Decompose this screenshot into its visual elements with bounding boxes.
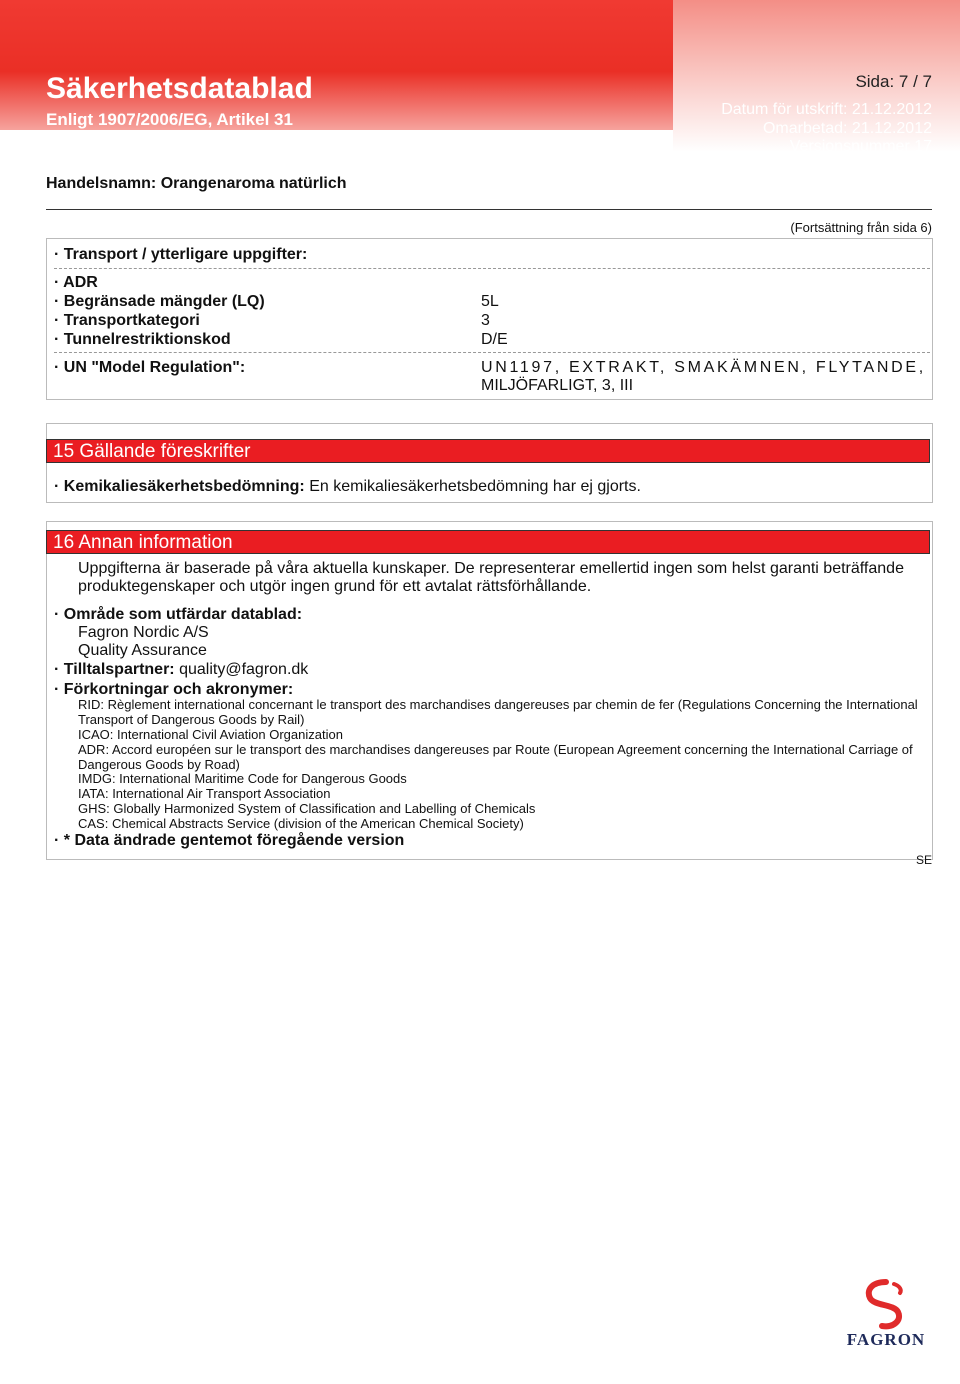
info-paragraph-line2: produktegenskaper och utgör ingen grund för ett avtalat rättsförhållande. xyxy=(78,578,592,595)
version-number: Versionsnummer 17 xyxy=(789,138,932,155)
abbr-line: Dangerous Goods by Road) xyxy=(78,757,240,772)
chemical-safety-label: · Kemikaliesäkerhetsbedömning: xyxy=(54,478,305,495)
abbr-line: RID: Règlement international concernant le transport des marchandises dangereuses par chemin de fer (Regulations Concerning the International xyxy=(78,697,918,712)
dashed-divider xyxy=(54,352,930,353)
lq-value: 5L xyxy=(481,293,499,310)
section16-title: 16 Annan information xyxy=(46,530,930,554)
contact-email[interactable]: quality@fagron.dk xyxy=(179,661,309,678)
divider xyxy=(46,209,932,210)
info-paragraph-line1: Uppgifterna är baserade på våra aktuella kunskaper. De representerar emellertid ingen som helst garanti beträffande xyxy=(78,560,904,577)
continued-note: (Fortsättning från sida 6) xyxy=(790,220,932,235)
revised-date: Omarbetad: 21.12.2012 xyxy=(762,120,932,137)
abbr-line: IATA: International Air Transport Association xyxy=(78,786,331,801)
abbr-line: Transport of Dangerous Goods by Rail) xyxy=(78,712,305,727)
trade-name: Handelsnamn: Orangenaroma natürlich xyxy=(46,175,347,192)
issuer-department: Quality Assurance xyxy=(78,642,207,659)
fagron-logo-text: FAGRON xyxy=(846,1330,926,1349)
chemical-safety-text: En kemikaliesäkerhetsbedömning har ej gjorts. xyxy=(309,478,641,495)
abbreviations-label: · Förkortningar och akronymer: xyxy=(54,681,294,698)
fagron-logo-icon xyxy=(836,1278,936,1364)
issuer-label: · Område som utfärdar datablad: xyxy=(54,606,303,623)
page-number: Sida: 7 / 7 xyxy=(855,72,932,91)
contact-row xyxy=(54,661,308,679)
abbr-line: ICAO: International Civil Aviation Organization xyxy=(78,727,343,742)
abbr-line: CAS: Chemical Abstracts Service (division of the American Chemical Society) xyxy=(78,816,524,831)
tunnel-code-value: D/E xyxy=(481,331,508,348)
dashed-divider xyxy=(54,268,930,269)
lq-label: · Begränsade mängder (LQ) xyxy=(54,293,265,310)
un-regulation-label: · UN "Model Regulation": xyxy=(54,359,246,376)
issuer-name: Fagron Nordic A/S xyxy=(78,624,209,641)
abbr-line: ADR: Accord européen sur le transport des marchandises dangereuses par Route (European Agreement concerning the International Carriage of xyxy=(78,742,913,757)
document-subtitle: Enligt 1907/2006/EG, Artikel 31 xyxy=(46,110,293,129)
changed-data-note: · * Data ändrade gentemot föregående version xyxy=(54,832,405,849)
document-title: Säkerhetsdatablad xyxy=(46,72,313,105)
country-code: SE xyxy=(915,853,932,867)
print-date: Datum för utskrift: 21.12.2012 xyxy=(721,101,932,118)
un-regulation-value: UN1197, EXTRAKT, SMAKÄMNEN, FLYTANDE, xyxy=(481,359,926,376)
contact-label: · Tilltalspartner: xyxy=(54,661,175,678)
fagron-logo xyxy=(836,1278,936,1364)
section15-title: 15 Gällande föreskrifter xyxy=(46,439,930,463)
abbr-line: GHS: Globally Harmonized System of Classification and Labelling of Chemicals xyxy=(78,801,536,816)
abbr-line: IMDG: International Maritime Code for Dangerous Goods xyxy=(78,771,407,786)
adr-label: · ADR xyxy=(54,274,98,291)
tunnel-code-label: · Tunnelrestriktionskod xyxy=(54,331,231,348)
chemical-safety-row xyxy=(54,478,641,496)
transport-heading: · Transport / ytterligare uppgifter: xyxy=(54,246,308,263)
transport-category-value: 3 xyxy=(481,312,490,329)
un-regulation-value-cont: MILJÖFARLIGT, 3, III xyxy=(481,377,634,394)
transport-category-label: · Transportkategori xyxy=(54,312,200,329)
